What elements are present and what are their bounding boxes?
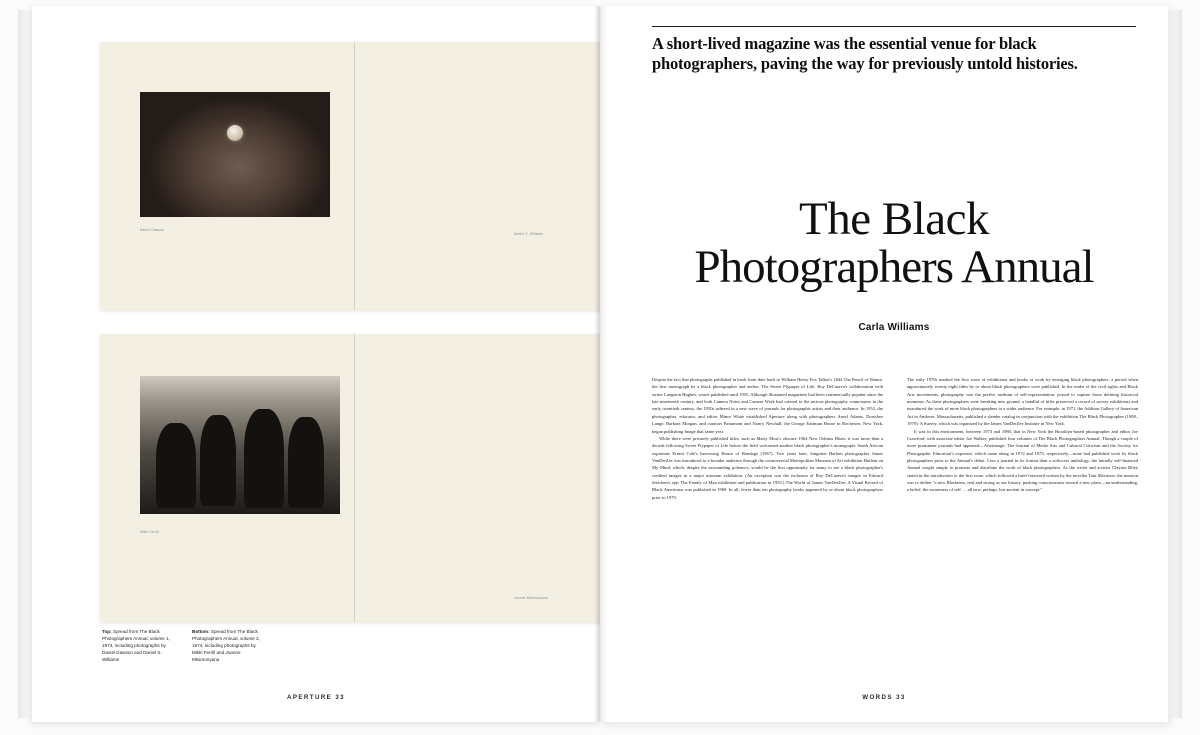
photo-credit-line: Daniel S. Williams <box>514 232 544 236</box>
article-title-line-2: Photographers Annual <box>694 240 1094 293</box>
figure-silhouette <box>156 423 196 509</box>
caption-bottom <box>192 628 266 664</box>
figure-silhouette <box>288 417 324 508</box>
caption-top <box>102 628 176 664</box>
photo-street-group-scene <box>140 376 340 514</box>
body-paragraph: Despite the fact that photographs published in book form date back to William Henry Fox Talbot's 1844 The Pencil of Nature, the first monograph by a black photographer and author, The Sweet Flypaper of Life, Roy DeCarava's collaboration with writer Langston Hughes, wasn't published until 1955. Although illustrated magazines had been commercially popular since the late nineteenth century, and both Camera Notes and Camera Work had catered to the serious photography connoisseur in the early twentieth century, the 1950s ushered in a new wave of journals for photographic artists and their audience. In 1952, the photographer, educator, and editor Minor White established Aperture along with photographers Ansel Adams, Dorothea Lange, Barbara Morgan, and curators Beaumont and Nancy Newhall; the George Eastman House in Rochester, New York, began publishing Image that same year. <box>652 377 883 434</box>
right-page-edge <box>1166 10 1182 718</box>
folio-right: WORDS 33 <box>862 694 906 701</box>
plate-top-left-half <box>100 42 354 310</box>
body-column-2 <box>907 376 1138 501</box>
plate-bottom <box>100 334 608 622</box>
header-rule <box>652 26 1136 27</box>
figure-silhouette <box>200 415 236 506</box>
photo-credit-line: Joanne Mtsimonyana <box>514 596 548 600</box>
photo-credit-line: Mikki Ferrill <box>140 530 159 534</box>
caption-text: Spread from The Black Photographers Annual, volume 2, 1974, including photographs by Mikki Ferrill and Joanne Mtsimonyana <box>192 629 260 663</box>
body-paragraph: While there were privately published titles, such as Marty Most's obscure 1964 New Orleans Blues, it was more than a decade following Sweet Flypaper of Life before the field welcomed another black photographer's monograph: South African expatriate Ernest Cole's harrowing House of Bondage (1967). Two years later, longtime Harlem photographer James VanDerZee was introduced to a broader audience through the controversial Metropolitan Museum of Art exhibition Harlem on My Mind, which, despite the surrounding polemics, would be the first opportunity for many to see a black photographer's credited images in a major museum exhibition. (An exception was the inclusion of Roy DeCarava's images in Edward Steichen's epic The Family of Man exhibition and publication in 1955.) The World of James VanDerZee: A Visual Record of Black Americans was published in 1969. In all, fewer than ten photography books appeared by or about black photographers prior to 1970. <box>652 435 883 500</box>
photo-tone <box>140 92 330 217</box>
plate-top <box>100 42 608 310</box>
right-page <box>600 6 1168 722</box>
figure-silhouette <box>244 409 284 508</box>
photo-credit-line: Daniel Dawson <box>140 228 165 232</box>
photo-nude-back-with-flower <box>140 92 330 217</box>
article-deck: A short-lived magazine was the essential venue for black photographers, paving the way for previously untold histories. <box>652 34 1078 74</box>
folio-left: APERTURE 33 <box>286 694 346 701</box>
article-body <box>652 376 1138 501</box>
article-title-line-1: The Black <box>799 193 989 245</box>
caption-label: Bottom: <box>192 629 210 634</box>
body-column-1 <box>652 376 883 501</box>
body-paragraph: The early 1970s marked the first wave of exhibitions and books of work by emerging black photographers, a period when approximately twenty-eight titles by or about black photographers were published. In the midst of the civil rights and Black Arts movements, photography was the perfect medium of self-representation, poised to capture those defining historical moments. As these photographers were breaking new ground, a handful of titles preserved a record of survey exhibitions and introduced the work of more black photographers to a wider audience. For example, in 1971, the Addison Gallery of American Art in Andover, Massachusetts, published a slender catalog in conjunction with the exhibition The Black Photographer (1908–1970): A Survey, which was organized by the James VanDerZee Institute in New York. <box>907 377 1138 427</box>
body-paragraph: It was in this environment, between 1973 and 1980, that in New York the Brooklyn-based photographer and editor Joe Crawford, with associate editor Joe Walker, published four volumes of The Black Photographers Annual. Though a couple of more prominent journals had appeared—Afterimage; The Journal of Media Arts and Cultural Criticism and the Society for Photographic Education's exposure, which came along in 1972 and 1973, respectively—none had published work by black photographers prior to the Annual's debut. Less a journal in its format than a softcover anthology, the initially self-financed Annual sought simply to promote and distribute the work of black photographers. As the writer and activist Clayton Riley stated in the introduction to the first issue, which followed a brief foreword written by the novelist Toni Morrison, the mission was to define "a new Blackness, real and strong as our history, pushing consciousness toward a new place—an understanding, a belief, the awareness of self … all new, perhaps, but ancient in concept." <box>907 428 1138 493</box>
caption-text: Spread from The Black Photographers Annual, volume 1, 1973, including photographs by Daniel Dawson and Daniel S. Williams <box>102 629 170 663</box>
article-byline: Carla Williams <box>858 322 930 333</box>
plate-bottom-left-half <box>100 334 354 622</box>
caption-label: Top: <box>102 629 112 634</box>
plate-top-right-half <box>354 42 608 310</box>
plate-bottom-right-half <box>354 334 608 622</box>
left-page <box>32 6 600 722</box>
article-title <box>648 193 1140 293</box>
